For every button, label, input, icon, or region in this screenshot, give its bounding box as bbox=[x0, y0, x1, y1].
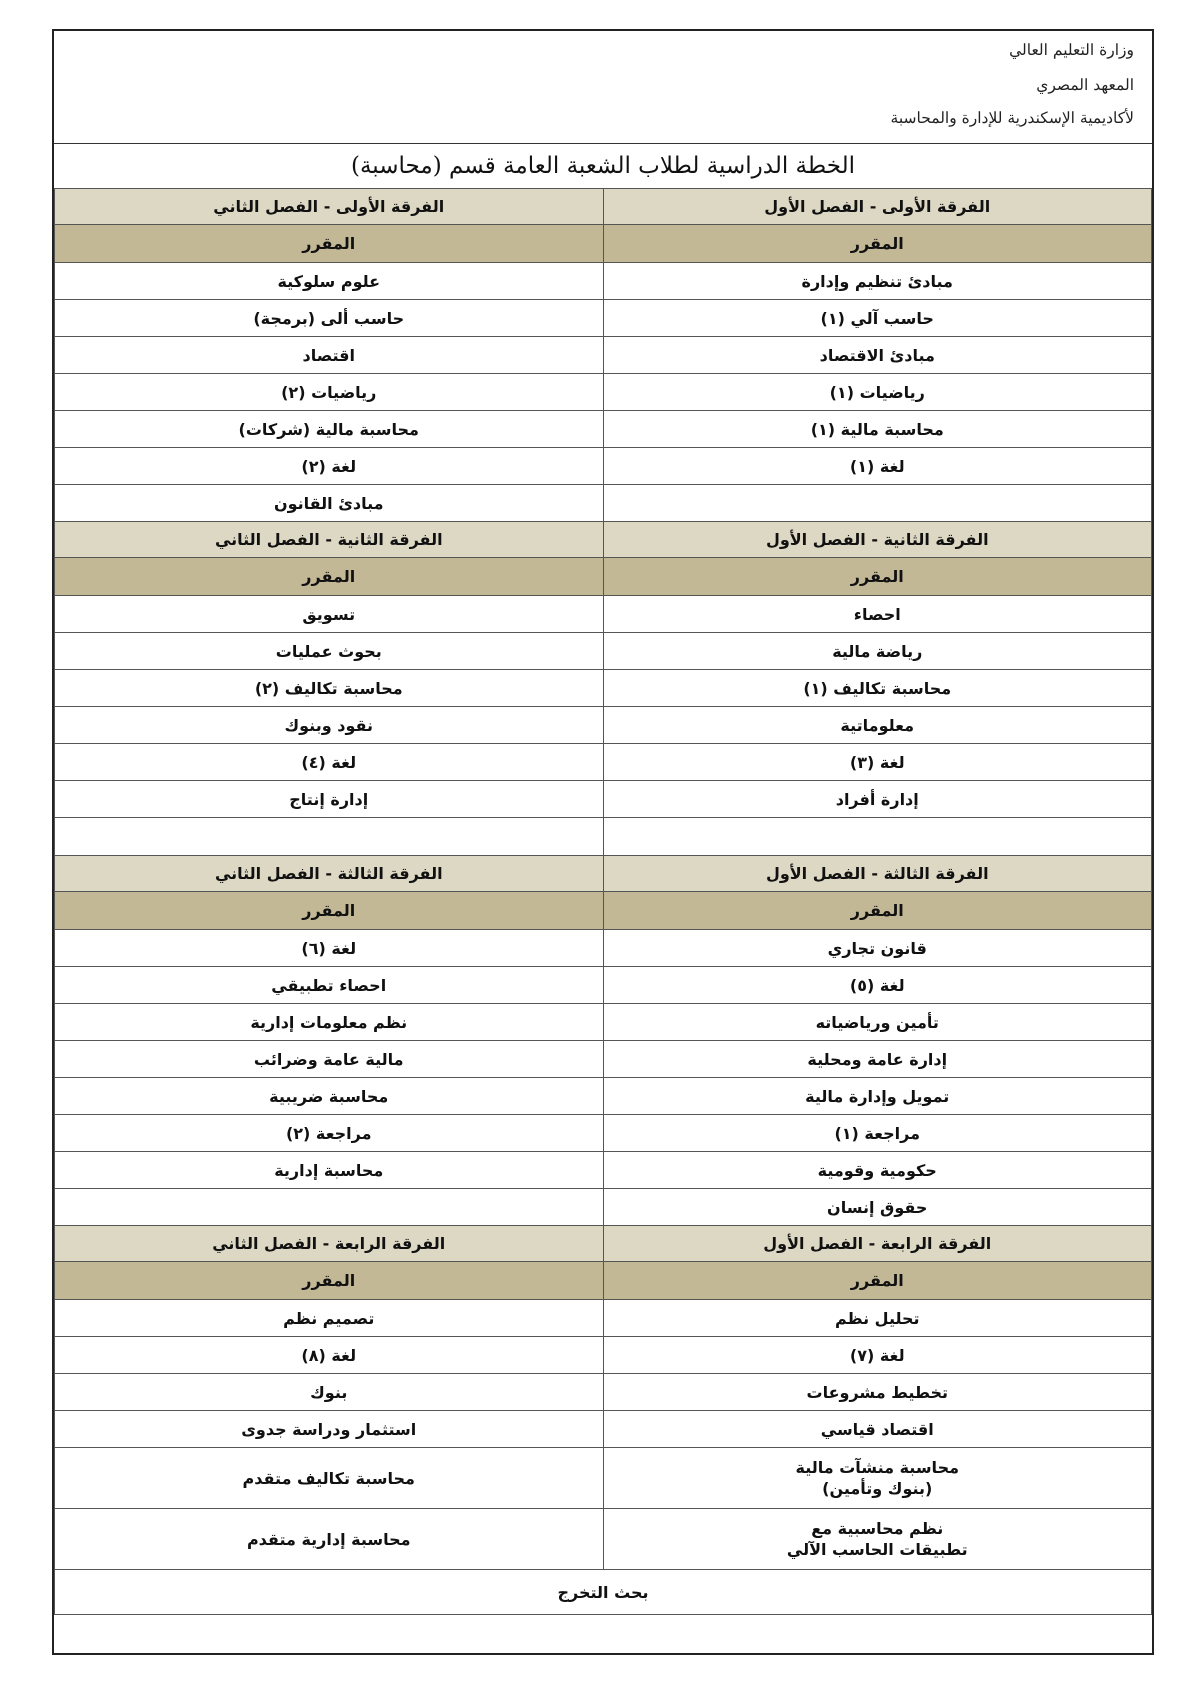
course-cell-semester-2: نظم معلومات إدارية bbox=[55, 1004, 604, 1041]
course-cell-semester-2: لغة (٦) bbox=[55, 930, 604, 967]
course-cell-semester-1: حقوق إنسان bbox=[603, 1189, 1152, 1226]
table-row bbox=[55, 1189, 1152, 1226]
course-cell-semester-2 bbox=[55, 1189, 604, 1226]
course-cell-semester-2: بنوك bbox=[55, 1374, 604, 1411]
course-cell-semester-2: محاسبة تكاليف متقدم bbox=[55, 1448, 604, 1509]
course-cell-semester-1: إدارة أفراد bbox=[603, 781, 1152, 818]
course-column-header: المقرر bbox=[55, 558, 604, 596]
academy-name: لأكاديمية الإسكندرية للإدارة والمحاسبة bbox=[890, 109, 1134, 127]
year-header-row bbox=[55, 1226, 1152, 1262]
course-cell-semester-1: محاسبة مالية (١) bbox=[603, 411, 1152, 448]
course-cell-semester-1: رياضة مالية bbox=[603, 633, 1152, 670]
footer-row bbox=[55, 1570, 1152, 1615]
table-row bbox=[55, 1337, 1152, 1374]
course-column-header: المقرر bbox=[55, 225, 604, 263]
course-cell-semester-1: مبادئ الاقتصاد bbox=[603, 337, 1152, 374]
course-column-header: المقرر bbox=[603, 558, 1152, 596]
course-cell-semester-1: لغة (٥) bbox=[603, 967, 1152, 1004]
course-cell-semester-1: تخطيط مشروعات bbox=[603, 1374, 1152, 1411]
course-header-row bbox=[55, 1262, 1152, 1300]
course-cell-semester-1: قانون تجاري bbox=[603, 930, 1152, 967]
course-cell-semester-2: محاسبة ضريبية bbox=[55, 1078, 604, 1115]
course-cell-semester-1: تحليل نظم bbox=[603, 1300, 1152, 1337]
table-row bbox=[55, 1411, 1152, 1448]
table-row bbox=[55, 263, 1152, 300]
course-cell-semester-1: إدارة عامة ومحلية bbox=[603, 1041, 1152, 1078]
course-cell-semester-2: نقود وبنوك bbox=[55, 707, 604, 744]
course-cell-semester-1: مبادئ تنظيم وإدارة bbox=[603, 263, 1152, 300]
course-cell-semester-2: رياضيات (٢) bbox=[55, 374, 604, 411]
table-row bbox=[55, 670, 1152, 707]
study-plan-table bbox=[54, 188, 1152, 1615]
table-row bbox=[55, 1448, 1152, 1509]
table-row bbox=[55, 1004, 1152, 1041]
course-cell-semester-2: لغة (٨) bbox=[55, 1337, 604, 1374]
course-cell-semester-2: علوم سلوكية bbox=[55, 263, 604, 300]
course-cell-semester-1: رياضيات (١) bbox=[603, 374, 1152, 411]
semester-1-title: الفرقة الثالثة - الفصل الأول bbox=[603, 856, 1152, 892]
semester-1-title: الفرقة الرابعة - الفصل الأول bbox=[603, 1226, 1152, 1262]
table-row bbox=[55, 1078, 1152, 1115]
semester-2-title: الفرقة الثانية - الفصل الثاني bbox=[55, 522, 604, 558]
semester-1-title: الفرقة الثانية - الفصل الأول bbox=[603, 522, 1152, 558]
table-row bbox=[55, 930, 1152, 967]
course-column-header: المقرر bbox=[603, 892, 1152, 930]
course-cell-semester-2: لغة (٢) bbox=[55, 448, 604, 485]
course-cell-semester-1: معلوماتية bbox=[603, 707, 1152, 744]
course-cell-semester-1: محاسبة تكاليف (١) bbox=[603, 670, 1152, 707]
table-row bbox=[55, 1115, 1152, 1152]
course-cell-semester-1: نظم محاسبية مع تطبيقات الحاسب الآلي bbox=[603, 1509, 1152, 1570]
course-column-header: المقرر bbox=[603, 225, 1152, 263]
course-cell-semester-1: لغة (٣) bbox=[603, 744, 1152, 781]
course-cell-semester-1: تأمين ورياضياته bbox=[603, 1004, 1152, 1041]
course-cell-semester-1: تمويل وإدارة مالية bbox=[603, 1078, 1152, 1115]
course-cell-semester-1 bbox=[603, 818, 1152, 856]
table-row bbox=[55, 781, 1152, 818]
course-cell-semester-1: مراجعة (١) bbox=[603, 1115, 1152, 1152]
semester-1-title: الفرقة الأولى - الفصل الأول bbox=[603, 189, 1152, 225]
year-header-row bbox=[55, 856, 1152, 892]
table-row bbox=[55, 448, 1152, 485]
ministry-name: وزارة التعليم العالي bbox=[1009, 41, 1134, 59]
course-cell-semester-2: مالية عامة وضرائب bbox=[55, 1041, 604, 1078]
course-header-row bbox=[55, 225, 1152, 263]
course-cell-semester-1: احصاء bbox=[603, 596, 1152, 633]
course-cell-semester-2: مراجعة (٢) bbox=[55, 1115, 604, 1152]
table-row bbox=[55, 1152, 1152, 1189]
table-row bbox=[55, 1300, 1152, 1337]
course-cell-semester-2: محاسبة مالية (شركات) bbox=[55, 411, 604, 448]
document-frame bbox=[52, 29, 1154, 1655]
course-cell-semester-1 bbox=[603, 485, 1152, 522]
table-row bbox=[55, 633, 1152, 670]
table-row bbox=[55, 337, 1152, 374]
year-header-row bbox=[55, 189, 1152, 225]
course-cell-semester-2 bbox=[55, 818, 604, 856]
year-header-row bbox=[55, 522, 1152, 558]
table-row bbox=[55, 485, 1152, 522]
course-column-header: المقرر bbox=[55, 1262, 604, 1300]
semester-2-title: الفرقة الرابعة - الفصل الثاني bbox=[55, 1226, 604, 1262]
course-cell-semester-2: استثمار ودراسة جدوى bbox=[55, 1411, 604, 1448]
course-cell-semester-2: بحوث عمليات bbox=[55, 633, 604, 670]
course-header-row bbox=[55, 892, 1152, 930]
course-cell-semester-1: محاسبة منشآت مالية (بنوك وتأمين) bbox=[603, 1448, 1152, 1509]
graduation-project-cell: بحث التخرج bbox=[55, 1570, 1152, 1615]
table-row bbox=[55, 744, 1152, 781]
course-cell-semester-2: محاسبة تكاليف (٢) bbox=[55, 670, 604, 707]
letterhead bbox=[54, 31, 1152, 144]
course-cell-semester-1: لغة (٧) bbox=[603, 1337, 1152, 1374]
table-row bbox=[55, 1374, 1152, 1411]
course-cell-semester-1: حكومية وقومية bbox=[603, 1152, 1152, 1189]
course-cell-semester-2: محاسبة إدارية bbox=[55, 1152, 604, 1189]
course-cell-semester-2: لغة (٤) bbox=[55, 744, 604, 781]
course-column-header: المقرر bbox=[55, 892, 604, 930]
table-row bbox=[55, 1509, 1152, 1570]
table-row bbox=[55, 707, 1152, 744]
course-cell-semester-1: حاسب آلي (١) bbox=[603, 300, 1152, 337]
table-row bbox=[55, 967, 1152, 1004]
course-column-header: المقرر bbox=[603, 1262, 1152, 1300]
table-row bbox=[55, 411, 1152, 448]
course-header-row bbox=[55, 558, 1152, 596]
course-cell-semester-2: تسويق bbox=[55, 596, 604, 633]
semester-2-title: الفرقة الأولى - الفصل الثاني bbox=[55, 189, 604, 225]
course-cell-semester-1: اقتصاد قياسي bbox=[603, 1411, 1152, 1448]
table-row bbox=[55, 596, 1152, 633]
page-title: الخطة الدراسية لطلاب الشعبة العامة قسم (محاسبة) bbox=[351, 153, 855, 179]
course-cell-semester-2: حاسب ألى (برمجة) bbox=[55, 300, 604, 337]
course-cell-semester-2: محاسبة إدارية متقدم bbox=[55, 1509, 604, 1570]
semester-2-title: الفرقة الثالثة - الفصل الثاني bbox=[55, 856, 604, 892]
course-cell-semester-1: لغة (١) bbox=[603, 448, 1152, 485]
table-row bbox=[55, 1041, 1152, 1078]
table-row bbox=[55, 818, 1152, 856]
course-cell-semester-2: احصاء تطبيقي bbox=[55, 967, 604, 1004]
institute-name: المعهد المصري bbox=[1036, 76, 1134, 94]
course-cell-semester-2: تصميم نظم bbox=[55, 1300, 604, 1337]
table-row bbox=[55, 300, 1152, 337]
course-cell-semester-2: مبادئ القانون bbox=[55, 485, 604, 522]
table-row bbox=[55, 374, 1152, 411]
course-cell-semester-2: إدارة إنتاج bbox=[55, 781, 604, 818]
course-cell-semester-2: اقتصاد bbox=[55, 337, 604, 374]
